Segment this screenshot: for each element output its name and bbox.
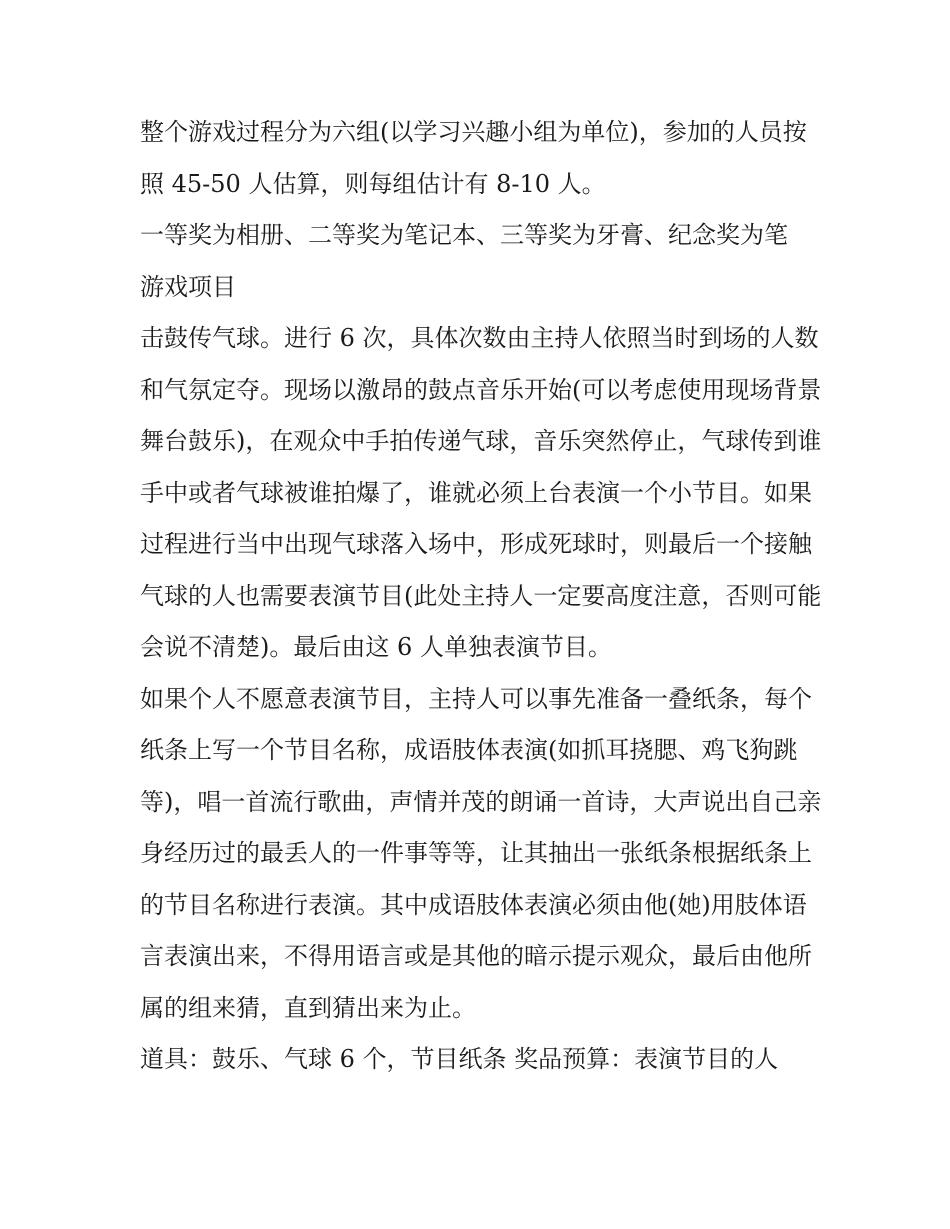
paragraph-groups: 整个游戏过程分为六组(以学习兴趣小组为单位)，参加的人员按照 45-50 人估算，则每组估计有 8-10 人。	[140, 118, 807, 198]
document-body	[140, 107, 830, 1086]
paragraph-game-heading: 游戏项目	[140, 272, 236, 301]
paragraph-props-budget: 道具：鼓乐、气球 6 个，节目纸条 奖品预算：表演节目的人	[140, 1045, 779, 1073]
paragraph-paper-slips: 如果个人不愿意表演节目，主持人可以事先准备一叠纸条，每个纸条上写一个节目名称，成语肢体表演(如抓耳挠腮、鸡飞狗跳等)，唱一首流行歌曲，声情并茂的朗诵一首诗，大声说出自己亲身经历过的最丢人的一件事等等，让其抽出一张纸条根据纸条上的节目名称进行表演。其中成语肢体表演必须由他(她)用肢体语言表演出来，不得用语言或是其他的暗示提示观众，最后由他所属的组来猜，直到猜出来为止。	[140, 684, 822, 1022]
paragraph-drum-balloon: 击鼓传气球。进行 6 次，具体次数由主持人依照当时到场的人数和气氛定夺。现场以激昂的鼓点音乐开始(可以考虑使用现场背景舞台鼓乐)，在观众中手拍传递气球，音乐突然停止，气球传到谁手中或者气球被谁拍爆了，谁就必须上台表演一个小节目。如果过程进行当中出现气球落入场中，形成死球时，则最后一个接触气球的人也需要表演节目(此处主持人一定要高度注意，否则可能会说不清楚)。最后由这 6 人单独表演节目。	[140, 324, 822, 661]
paragraph-prizes: 一等奖为相册、二等奖为笔记本、三等奖为牙膏、纪念奖为笔	[140, 221, 788, 249]
